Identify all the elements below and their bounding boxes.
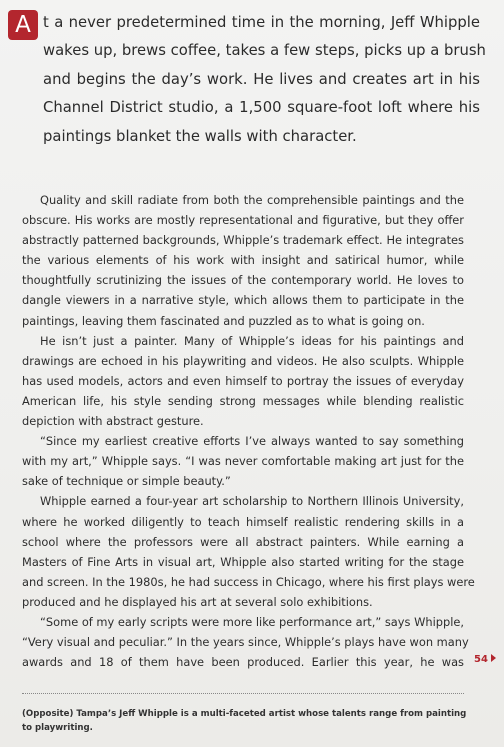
lead-line: Channel District studio, a 1,500 square-foot loft where his <box>43 99 480 117</box>
body-line: American life, his style sending strong messages while blending realistic <box>22 393 464 408</box>
page-number-label: 54 <box>474 654 488 665</box>
body-line: depiction with abstract gesture. <box>22 414 204 429</box>
body-line: where he worked diligently to teach himself realistic rendering skills in a <box>22 514 464 529</box>
photo-caption <box>22 707 467 735</box>
caption-divider <box>22 693 464 694</box>
lead-line: and begins the day’s work. He lives and creates art in his <box>43 70 480 88</box>
body-line: sake of technique or simple beauty.” <box>22 474 231 489</box>
caption-line: (Opposite) Tampa’s Jeff Whipple is a multi-faceted artist whose talents range from painting <box>22 709 467 719</box>
body-line: with my art,” Whipple says. “I was never comfortable making art just for the <box>22 454 464 469</box>
continue-arrow-icon <box>491 654 496 662</box>
drop-cap: A <box>8 10 38 40</box>
body-line: He isn’t just a painter. Many of Whipple’s ideas for his paintings and <box>40 333 464 348</box>
body-line: abstractly patterned backgrounds, Whipple’s trademark effect. He integrates <box>22 233 464 248</box>
lead-line: paintings blanket the walls with character. <box>43 127 357 145</box>
body-line: produced and he displayed his art at several solo exhibitions. <box>22 594 373 609</box>
body-line: “Since my earliest creative efforts I’ve always wanted to say something <box>40 434 464 449</box>
body-line: school where the professors were all abstract painters. While earning a <box>22 534 464 549</box>
lead-paragraph <box>43 9 486 151</box>
body-line: paintings, leaving them fascinated and puzzled as to what is going on. <box>22 313 425 328</box>
article-body <box>22 190 475 672</box>
body-line: obscure. His works are mostly representational and figurative, but they offer <box>22 213 464 228</box>
body-line: and screen. In the 1980s, he had success in Chicago, where his first plays were <box>22 574 475 589</box>
body-line: drawings are echoed in his playwriting and videos. He also sculpts. Whipple <box>22 353 464 368</box>
body-line: awards and 18 of them have been produced. Earlier this year, he was <box>22 655 464 670</box>
lead-line: wakes up, brews coffee, takes a few steps, picks up a brush <box>43 42 486 60</box>
body-line: Quality and skill radiate from both the comprehensible paintings and the <box>40 193 464 207</box>
body-line: has used models, actors and even himself to portray the issues of everyday <box>22 373 464 388</box>
body-line: Whipple earned a four-year art scholarship to Northern Illinois University, <box>40 494 464 509</box>
body-line: “Some of my early scripts were more like performance art,” says Whipple, <box>40 614 464 629</box>
lead-line: t a never predetermined time in the morning, Jeff Whipple <box>43 14 480 31</box>
body-line: “Very visual and peculiar.” In the years since, Whipple’s plays have won many <box>22 635 469 650</box>
body-line: Masters of Fine Arts in visual art, Whipple also started writing for the stage <box>22 554 464 569</box>
body-line: the various elements of his work with insight and satirical humor, while <box>22 253 464 268</box>
caption-line: to playwriting. <box>22 723 93 733</box>
body-line: dangle viewers in a narrative style, which allows them to participate in the <box>22 293 464 308</box>
page-number <box>474 653 496 667</box>
body-line: thoughtfully scrutinizing the issues of the contemporary world. He loves to <box>22 273 464 288</box>
